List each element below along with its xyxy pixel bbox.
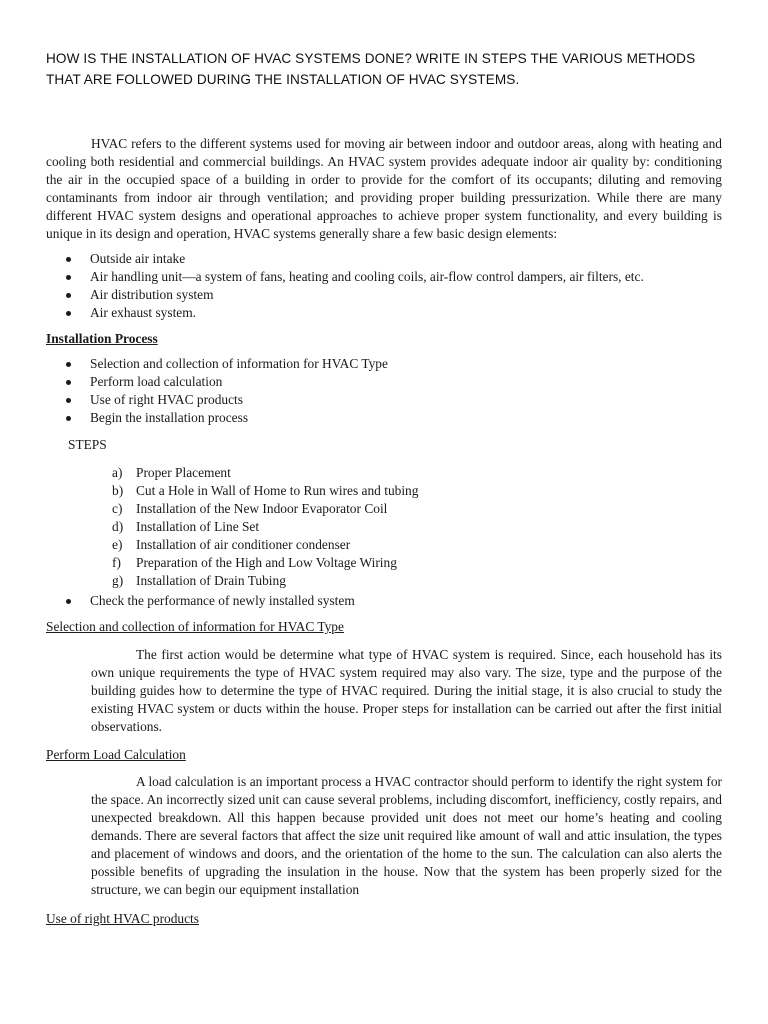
list-item: Perform load calculation xyxy=(46,373,722,391)
list-item: Check the performance of newly installed system xyxy=(46,592,722,610)
section-selection-paragraph: The first action would be determine what type of HVAC system is required. Since, each household has its own unique requirements the type of HVAC system required may also vary. The size, type and the purpose of the building guides how to determine the type of HVAC required. During the initial stage, it is also crucial to study the existing HVAC system or ducts within the house. Proper steps for installation can be carried out after the first initial observations. xyxy=(91,647,722,734)
bullet-icon xyxy=(66,275,71,280)
section-load-paragraph: A load calculation is an important process a HVAC contractor should perform to identify the right system for the space. An incorrectly sized unit can cause several problems, including discomfort, inefficiency, costly repairs, and unexpected breakdown. All this happen because provided unit does not meet our home’s heating and cooling demands. There are several factors that affect the size unit required like amount of wall and attic insulation, the types and placement of windows and doors, and the orientation of the home to the sun. The calculation can also alerts the possible benefits of upgrading the insulation in the house. Now that the system has been properly sized for the structure, we can begin our equipment installation xyxy=(91,774,722,897)
design-elements-list xyxy=(46,250,722,322)
step-item: a) Proper Placement xyxy=(112,465,231,480)
bullet-icon xyxy=(66,380,71,385)
steps-list xyxy=(46,464,722,590)
bullet-icon xyxy=(66,599,71,604)
steps-label: STEPS xyxy=(68,437,107,452)
step-marker: e) xyxy=(112,537,123,552)
step-marker: b) xyxy=(112,483,124,498)
bullet-icon xyxy=(66,398,71,403)
list-item: Begin the installation process xyxy=(46,409,722,427)
step-marker: d) xyxy=(112,519,124,534)
bullet-icon xyxy=(66,257,71,262)
list-item: Selection and collection of information for HVAC Type xyxy=(46,355,722,373)
step-marker: g) xyxy=(112,573,124,588)
step-item: g) Installation of Drain Tubing xyxy=(112,573,286,588)
section-products-heading: Use of right HVAC products xyxy=(46,911,199,926)
list-item: Air handling unit—a system of fans, heating and cooling coils, air-flow control dampers, air filters, etc. xyxy=(46,268,722,286)
bullet-icon xyxy=(66,416,71,421)
step-item: e) Installation of air conditioner condenser xyxy=(112,537,351,552)
step-item: c) Installation of the New Indoor Evaporator Coil xyxy=(112,501,388,516)
final-check-list xyxy=(46,592,722,610)
section-load-heading: Perform Load Calculation xyxy=(46,747,186,762)
document-title: HOW IS THE INSTALLATION OF HVAC SYSTEMS DONE? WRITE IN STEPS THE VARIOUS METHODS THAT ARE FOLLOWED DURING THE INSTALLATION OF HVAC SYSTEMS. xyxy=(46,51,696,87)
step-marker: c) xyxy=(112,501,123,516)
process-list xyxy=(46,355,722,427)
intro-paragraph: HVAC refers to the different systems used for moving air between indoor and outdoor areas, along with heating and cooling both residential and commercial buildings. An HVAC system provides adequate indoor air quality by: conditioning the air in the occupied space of a building in order to provide for the comfort of its occupants; diluting and removing contaminants from indoor air through ventilation; and providing proper building pressurization. While there are many different HVAC system designs and operational approaches to achieve proper system functionality, and every building is unique in its design and operation, HVAC systems generally share a few basic design elements: xyxy=(46,136,722,241)
step-item: d) Installation of Line Set xyxy=(112,519,260,534)
list-item: Air distribution system xyxy=(46,286,722,304)
list-item: Air exhaust system. xyxy=(46,304,722,322)
section-selection-heading: Selection and collection of information for HVAC Type xyxy=(46,619,344,634)
list-item: Use of right HVAC products xyxy=(46,391,722,409)
bullet-icon xyxy=(66,362,71,367)
step-marker: f) xyxy=(112,555,121,570)
step-item: f) Preparation of the High and Low Voltage Wiring xyxy=(112,555,397,570)
step-marker: a) xyxy=(112,465,123,480)
step-item: b) Cut a Hole in Wall of Home to Run wires and tubing xyxy=(112,483,419,498)
bullet-icon xyxy=(66,293,71,298)
installation-process-heading: Installation Process xyxy=(46,331,158,346)
bullet-icon xyxy=(66,311,71,316)
list-item: Outside air intake xyxy=(46,250,722,268)
